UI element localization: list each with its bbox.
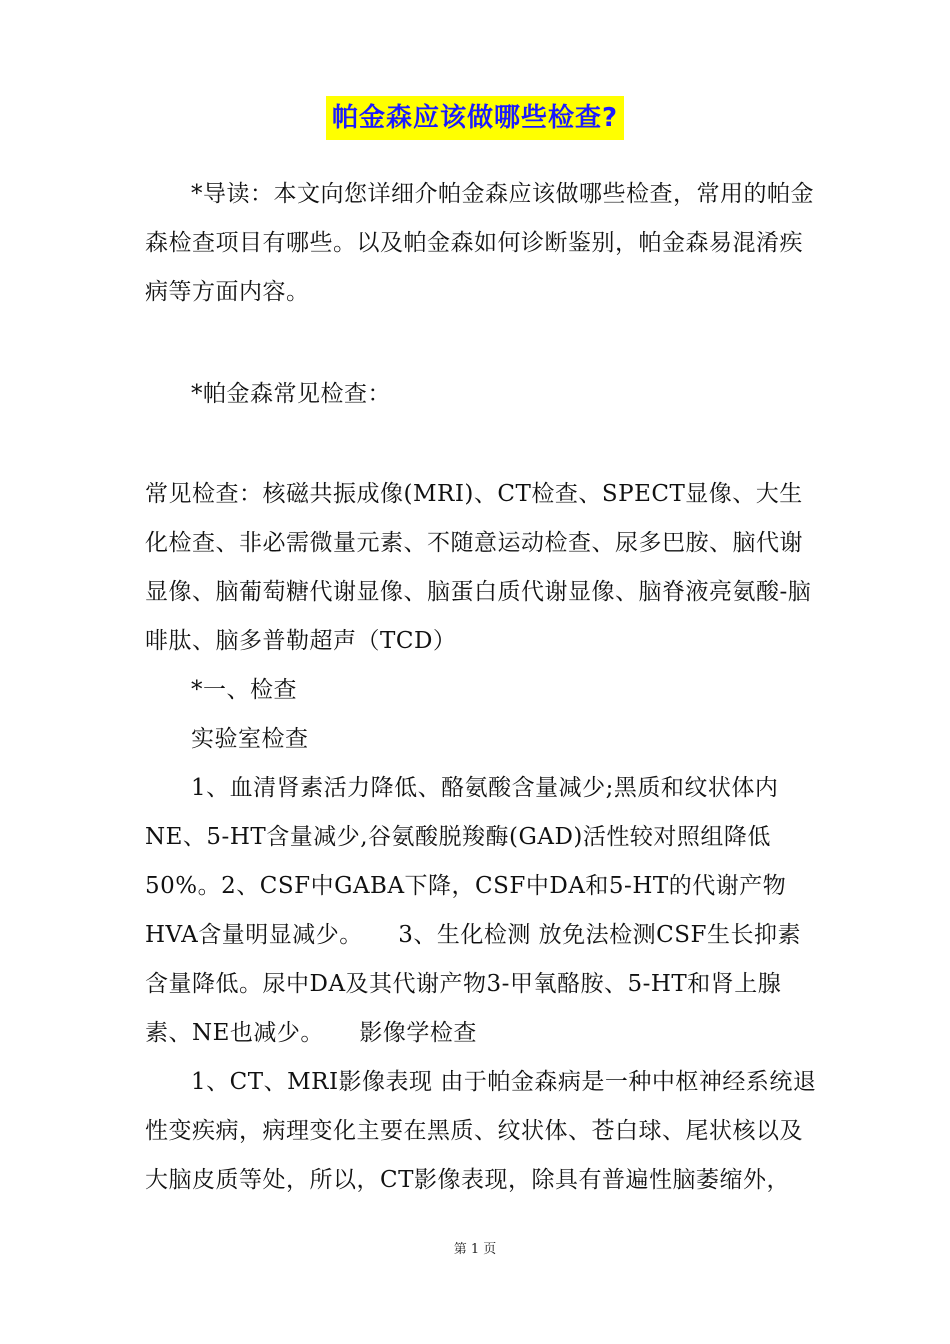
exam-heading: *一、检查 xyxy=(191,677,297,703)
page-title: 帕金森应该做哪些检查? xyxy=(326,96,624,140)
title-container xyxy=(0,96,950,140)
common-exams-paragraph: 常见检查：核磁共振成像(MRI)、CT检查、SPECT显像、大生化检查、非必需微量元素、不随意运动检查、尿多巴胺、脑代谢显像、脑葡萄糖代谢显像、脑蛋白质代谢显像、脑脊液亮氨酸-脑啡肽、脑多普勒超声（TCD） xyxy=(145,481,812,654)
section-heading: *帕金森常见检查： xyxy=(191,381,391,407)
section-heading-block xyxy=(145,370,817,419)
intro-paragraph: *导读：本文向您详细介帕金森应该做哪些检查，常用的帕金森检查项目有哪些。以及帕金森如何诊断鉴别，帕金森易混淆疾病等方面内容。 xyxy=(145,181,814,305)
main-content-block xyxy=(145,470,817,1205)
imaging-paragraph: 1、CT、MRI影像表现 由于帕金森病是一种中枢神经系统退性变疾病，病理变化主要在黑质、纹状体、苍白球、尾状核以及大脑皮质等处，所以，CT影像表现，除具有普遍性脑萎缩外， xyxy=(145,1069,817,1193)
page-number: 第 1 页 xyxy=(453,1242,497,1257)
intro-block xyxy=(145,170,817,317)
lab-paragraph: 1、血清肾素活力降低、酪氨酸含量减少;黑质和纹状体内NE、5-HT含量减少,谷氨酸脱羧酶(GAD)活性较对照组降低50%。2、CSF中GABA下降，CSF中DA和5-HT的代谢产物HVA含量明显减少。 3、生化检测 放免法检测CSF生长抑素含量降低。尿中DA及其代谢产物3-甲氧酪胺、5-HT和肾上腺素、NE也减少。 影像学检查 xyxy=(145,775,801,1046)
lab-heading: 实验室检查 xyxy=(191,726,309,752)
